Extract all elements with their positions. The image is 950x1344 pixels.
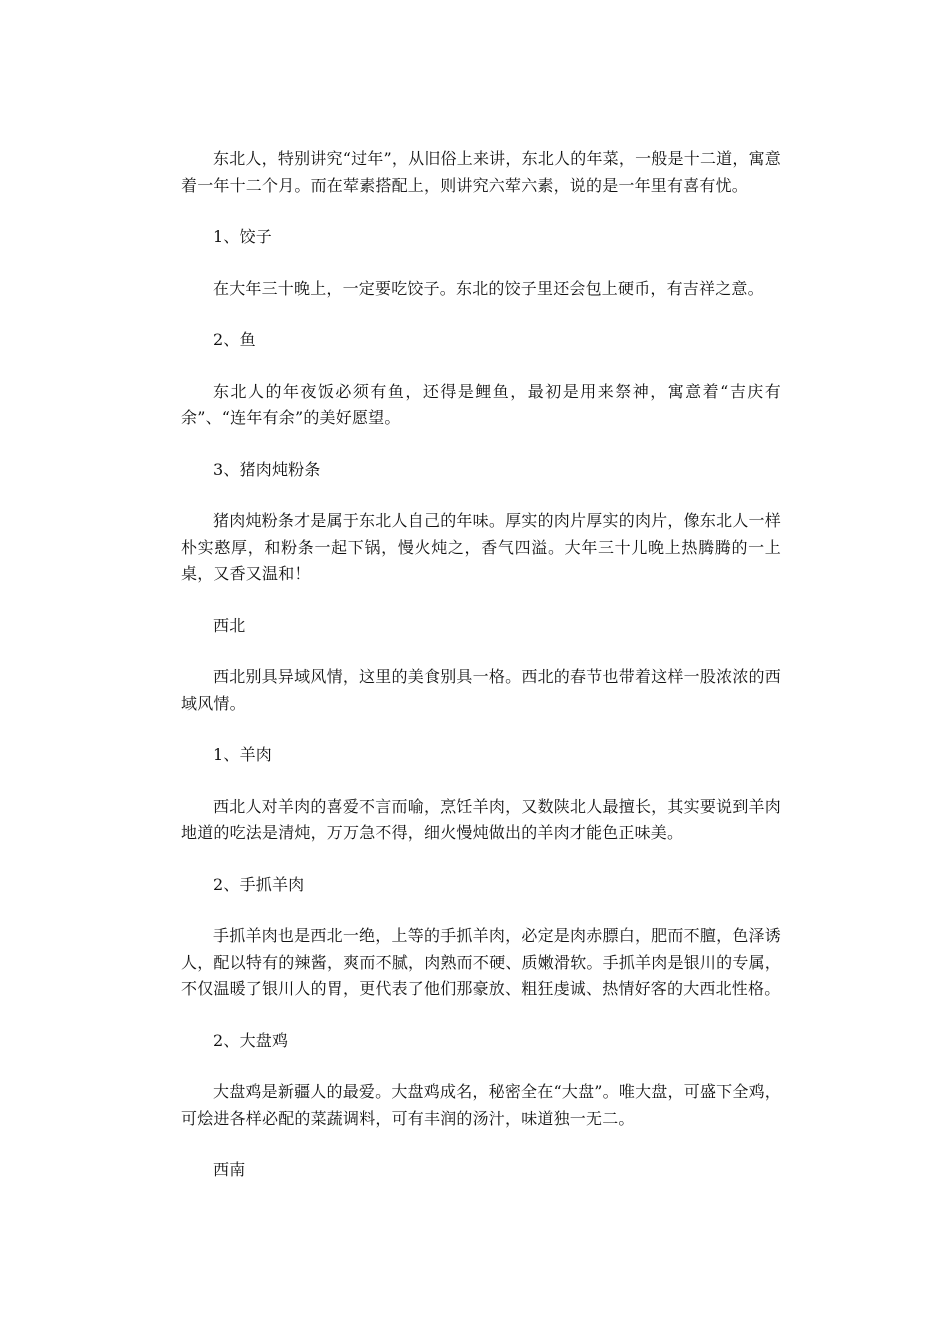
document-body: [181, 146, 781, 1209]
paragraph-hand-mutton: 手抓羊肉也是西北一绝，上等的手抓羊肉，必定是肉赤膘白，肥而不膻，色泽诱人，配以特有的辣酱，爽而不腻，肉熟而不硬、质嫩滑软。手抓羊肉是银川的专属，不仅温暖了银川人的胃，更代表了他们那豪放、粗狂虔诚、热情好客的大西北性格。: [181, 926, 781, 998]
paragraph-mutton: 西北人对羊肉的喜爱不言而喻，烹饪羊肉，又数陕北人最擅长，其实要说到羊肉地道的吃法是清炖，万万急不得，细火慢炖做出的羊肉才能色正味美。: [181, 796, 781, 842]
paragraph-northwest-intro: 西北别具异域风情，这里的美食别具一格。西北的春节也带着这样一股浓浓的西域风情。: [181, 667, 781, 713]
item-heading-pork-noodles: 3、猪肉炖粉条: [213, 459, 321, 479]
paragraph-big-plate-chicken: 大盘鸡是新疆人的最爱。大盘鸡成名，秘密全在“大盘”。唯大盘，可盛下全鸡，可烩进各样必配的菜蔬调料，可有丰润的汤汁，味道独一无二。: [181, 1082, 781, 1128]
section-heading-southwest: 西南: [213, 1160, 246, 1179]
item-heading-big-plate-chicken: 2、大盘鸡: [213, 1030, 289, 1050]
item-heading-hand-mutton: 2、手抓羊肉: [213, 874, 305, 894]
item-heading-dumplings: 1、饺子: [213, 227, 272, 246]
paragraph-intro-northeast: 东北人，特别讲究“过年”，从旧俗上来讲，东北人的年菜，一般是十二道，寓意着一年十二个月。而在荤素搭配上，则讲究六荤六素，说的是一年里有喜有忧。: [181, 149, 781, 195]
section-heading-northwest: 西北: [213, 615, 246, 635]
paragraph-dumplings: 在大年三十晚上，一定要吃饺子。东北的饺子里还会包上硬币，有吉祥之意。: [213, 278, 764, 298]
paragraph-pork-noodles: 猪肉炖粉条才是属于东北人自己的年味。厚实的肉片厚实的肉片，像东北人一样朴实憨厚，和粉条一起下锅，慢火炖之，香气四溢。大年三十儿晚上热腾腾的一上桌，又香又温和！: [181, 511, 781, 583]
paragraph-fish: 东北人的年夜饭必须有鱼，还得是鲤鱼，最初是用来祭神，寓意着“吉庆有余”、“连年有余”的美好愿望。: [181, 381, 781, 427]
item-heading-mutton: 1、羊肉: [213, 745, 272, 764]
item-heading-fish: 2、鱼: [213, 330, 256, 349]
